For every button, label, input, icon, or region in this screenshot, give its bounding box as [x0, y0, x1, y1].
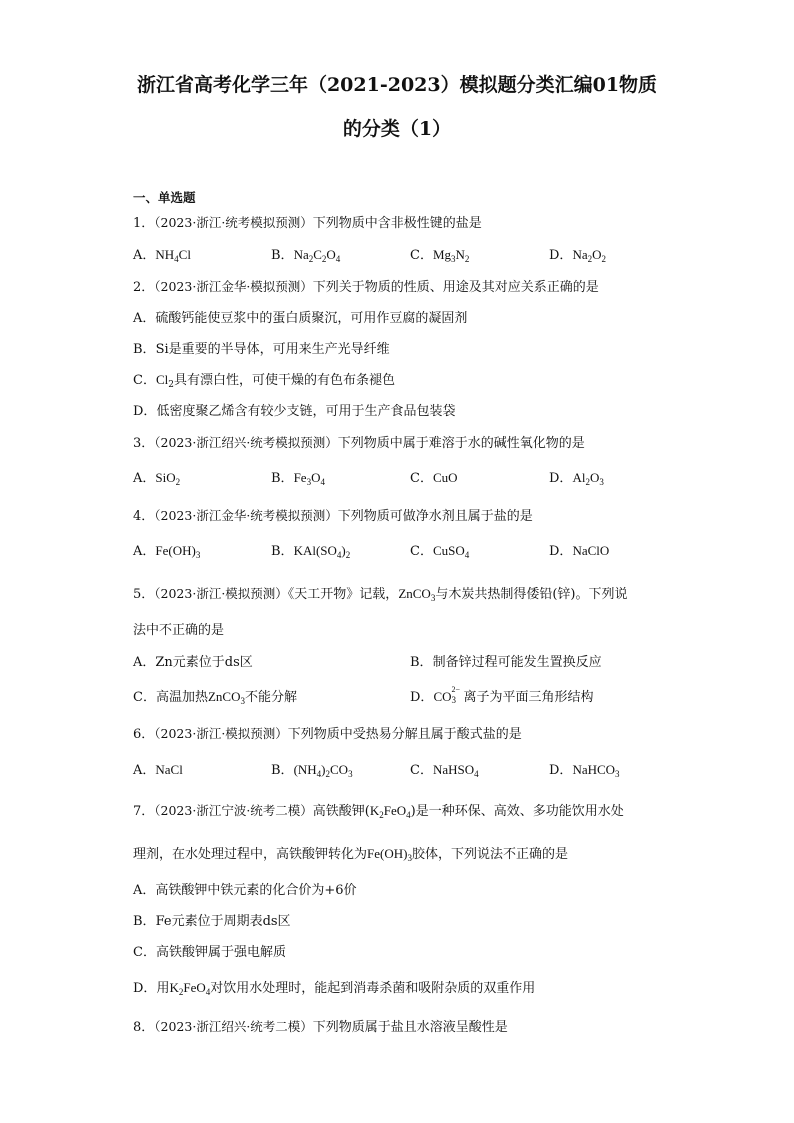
- q3-option-b[interactable]: B．$Fe_3O_4$: [271, 470, 325, 487]
- q7-option-c[interactable]: C．高铁酸钾属于强电解质: [133, 945, 286, 960]
- q5-stem-line1: 5．（2023·浙江·模拟预测）《天工开物》记载，ZnCO$_3$与木炭共热制得倭铅(锌)。下列说: [133, 586, 628, 603]
- q7-option-b[interactable]: B．Fe元素位于周期表ds区: [133, 914, 291, 929]
- q3-stem: 3．（2023·浙江绍兴·统考模拟预测）下列物质中属于难溶于水的碱性氧化物的是: [133, 435, 585, 451]
- doc-title-line2: 的分类（1）: [342, 118, 452, 140]
- q7-option-d[interactable]: D．用$K_2FeO_4$对饮用水处理时，能起到消毒杀菌和吸附杂质的双重作用: [133, 980, 536, 997]
- q7-option-a[interactable]: A．高铁酸钾中铁元素的化合价为+6价: [133, 883, 357, 898]
- q6-option-c[interactable]: C．NaHSO$_4$: [410, 762, 479, 779]
- q1-option-d[interactable]: D．$Na_2O_2$: [549, 247, 606, 264]
- q5-option-b[interactable]: B．制备锌过程可能发生置换反应: [410, 655, 602, 670]
- q6-option-a[interactable]: A．NaCl: [133, 762, 183, 778]
- q2-option-b[interactable]: B．Si是重要的半导体，可用来生产光导纤维: [133, 342, 390, 357]
- q4-stem: 4．（2023·浙江金华·统考模拟预测）下列物质可做净水剂且属于盐的是: [133, 508, 533, 524]
- q1-stem: 1．（2023·浙江·统考模拟预测）下列物质中含非极性键的盐是: [133, 215, 482, 231]
- q7-stem-line2: 理剂，在水处理过程中，高铁酸钾转化为$Fe(OH)_3$胶体，下列说法不正确的是: [133, 846, 568, 863]
- q5-stem-line2: 法中不正确的是: [133, 623, 225, 638]
- q5-option-d[interactable]: D．CO 2− 3 离子为平面三角形结构: [410, 685, 594, 705]
- q2-option-c[interactable]: C．$Cl_2$具有漂白性，可使干燥的有色布条褪色: [133, 372, 395, 390]
- q2-option-d[interactable]: D．低密度聚乙烯含有较少支链，可用于生产食品包装袋: [133, 404, 456, 419]
- section-heading: 一、单选题: [133, 190, 196, 205]
- q3-option-a[interactable]: A．SiO$_2$: [133, 470, 181, 487]
- q2-option-a[interactable]: A．硫酸钙能使豆浆中的蛋白质聚沉，可用作豆腐的凝固剂: [133, 311, 468, 326]
- q2-stem: 2．（2023·浙江金华·模拟预测）下列关于物质的性质、用途及其对应关系正确的是: [133, 279, 599, 295]
- q6-option-d[interactable]: D．NaHCO$_3$: [549, 762, 620, 779]
- q4-option-c[interactable]: C．CuSO$_4$: [410, 543, 470, 560]
- doc-title-line1: 浙江省高考化学三年（2021-2023）模拟题分类汇编01物质: [136, 74, 658, 96]
- q8-stem: 8．（2023·浙江绍兴·统考二模）下列物质属于盐且水溶液呈酸性是: [133, 1019, 508, 1035]
- q5-option-c[interactable]: C．高温加热ZnCO$_3$不能分解: [133, 689, 297, 706]
- q3-option-d[interactable]: D．$Al_2O_3$: [549, 470, 604, 487]
- q3-option-c[interactable]: C．CuO: [410, 470, 458, 486]
- q1-option-a[interactable]: A．$NH_4Cl$: [133, 247, 191, 264]
- q5-option-a[interactable]: A．Zn元素位于ds区: [133, 655, 253, 670]
- q6-stem: 6．（2023·浙江·模拟预测）下列物质中受热易分解且属于酸式盐的是: [133, 726, 522, 742]
- q7-stem-line1: 7．（2023·浙江宁波·统考二模）高铁酸钾$(K_2FeO_4)$是一种环保、高效、多功能饮用水处: [133, 803, 624, 820]
- q1-option-b[interactable]: B．$Na_2C_2O_4$: [271, 247, 341, 264]
- q4-option-d[interactable]: D．NaClO: [549, 543, 610, 559]
- q4-option-a[interactable]: A．$Fe(OH)_3$: [133, 543, 201, 560]
- q1-option-c[interactable]: C．$Mg_3N_2$: [410, 247, 470, 264]
- q6-option-b[interactable]: B．$(NH_4)_2CO_3$: [271, 762, 353, 779]
- q4-option-b[interactable]: B．$KAl(SO_4)_2$: [271, 543, 351, 560]
